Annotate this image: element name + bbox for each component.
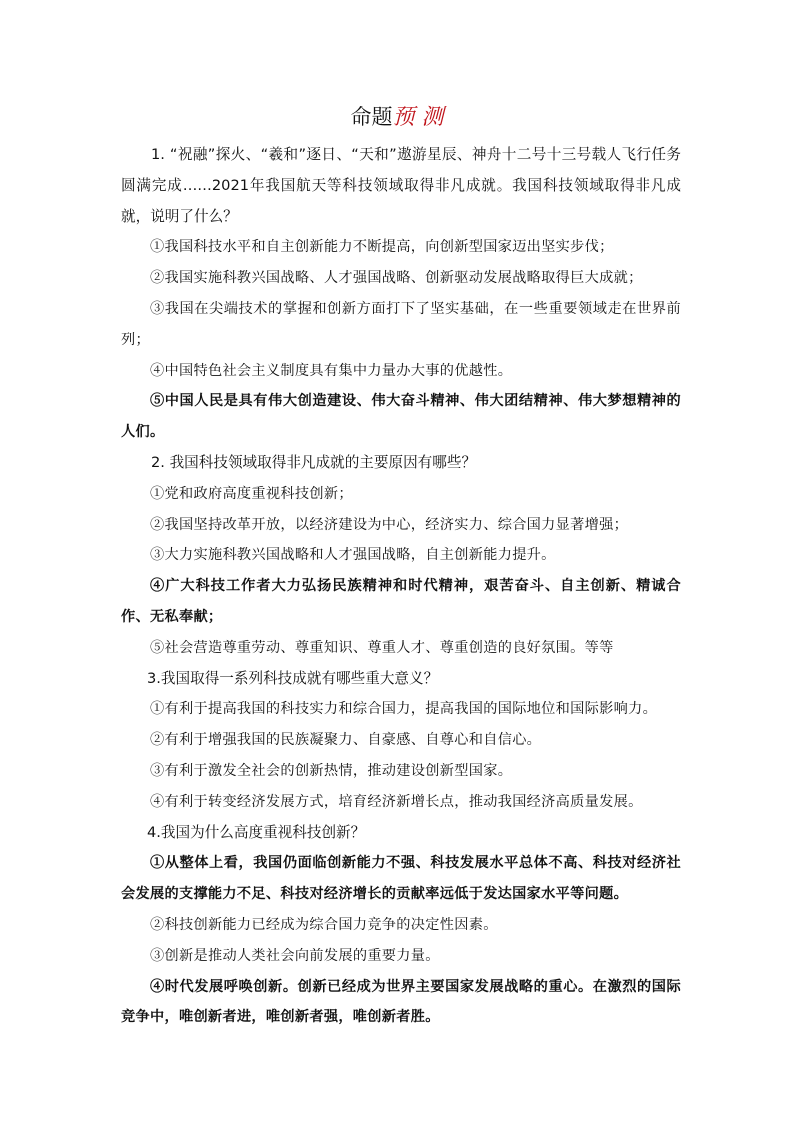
question-3: 3.我国取得一系列科技成就有哪些重大意义？ <box>147 669 439 687</box>
q1-answer-2: ②我国实施科教兴国战略、人才强国战略、创新驱动发展战略取得巨大成就； <box>150 270 643 287</box>
q1-answer-5: ⑤中国人民是具有伟大创造建设、伟大奋斗精神、伟大团结精神、伟大梦想精神的人们。 <box>121 393 681 441</box>
q2-answer-5: ⑤社会营造尊重劳动、尊重知识、尊重人才、尊重创造的良好氛围。等等 <box>150 639 614 656</box>
q1-answer-1: ①我国科技水平和自主创新能力不断提高，向创新型国家迈出坚实步伐； <box>150 239 614 256</box>
q2-answer-3: ③大力实施科教兴国战略和人才强国战略，自主创新能力提升。 <box>150 547 556 564</box>
q3-answer-4: ④有利于转变经济发展方式，培育经济新增长点，推动我国经济高质量发展。 <box>150 793 643 810</box>
page-title <box>0 100 794 135</box>
q1-answer-3: ③我国在尖端技术的掌握和创新方面打下了坚实基础，在一些重要领域走在世界前列； <box>121 300 681 348</box>
q4-answer-1: ①从整体上看，我国仍面临创新能力不强、科技发展水平总体不高、科技对经济社会发展的支撑能力不足、科技对经济增长的贡献率远低于发达国家水平等问题。 <box>121 855 681 903</box>
q3-answer-2: ②有利于增强我国的民族凝聚力、自豪感、自尊心和自信心。 <box>150 732 542 749</box>
q4-answer-2: ②科技创新能力已经成为综合国力竞争的决定性因素。 <box>150 916 498 933</box>
title-part-1: 命题 <box>350 105 393 129</box>
question-2: 2. 我国科技领域取得非凡成就的主要原因有哪些？ <box>151 453 477 471</box>
q2-answer-4: ④广大科技工作者大力弘扬民族精神和时代精神，艰苦奋斗、自主创新、精诚合作、无私奉献； <box>121 578 681 625</box>
q4-answer-4: ④时代发展呼唤创新。创新已经成为世界主要国家发展战略的重心。在激烈的国际竞争中，唯创新者进，唯创新者强，唯创新者胜。 <box>121 978 681 1026</box>
q2-answer-2: ②我国坚持改革开放，以经济建设为中心，经济实力、综合国力显著增强； <box>150 516 629 533</box>
question-4: 4.我国为什么高度重视科技创新？ <box>147 823 366 841</box>
document-body <box>121 140 681 1033</box>
q3-answer-3: ③有利于激发全社会的创新热情，推动建设创新型国家。 <box>150 762 513 779</box>
q4-answer-3: ③创新是推动人类社会向前发展的重要力量。 <box>150 947 440 964</box>
q3-answer-1: ①有利于提高我国的科技实力和综合国力，提高我国的国际地位和国际影响力。 <box>150 701 658 718</box>
title-part-2: 预 测 <box>392 105 444 130</box>
q1-answer-4: ④中国特色社会主义制度具有集中力量办大事的优越性。 <box>150 362 513 379</box>
q2-answer-1: ①党和政府高度重视科技创新； <box>150 485 353 502</box>
question-1: 1. “祝融”探火、“羲和”逐日、“天和”遨游星辰、神舟十二号十三号载人飞行任务圆满完成……2021年我国航天等科技领域取得非凡成就。我国科技领域取得非凡成就，说明了什么？ <box>121 146 681 225</box>
